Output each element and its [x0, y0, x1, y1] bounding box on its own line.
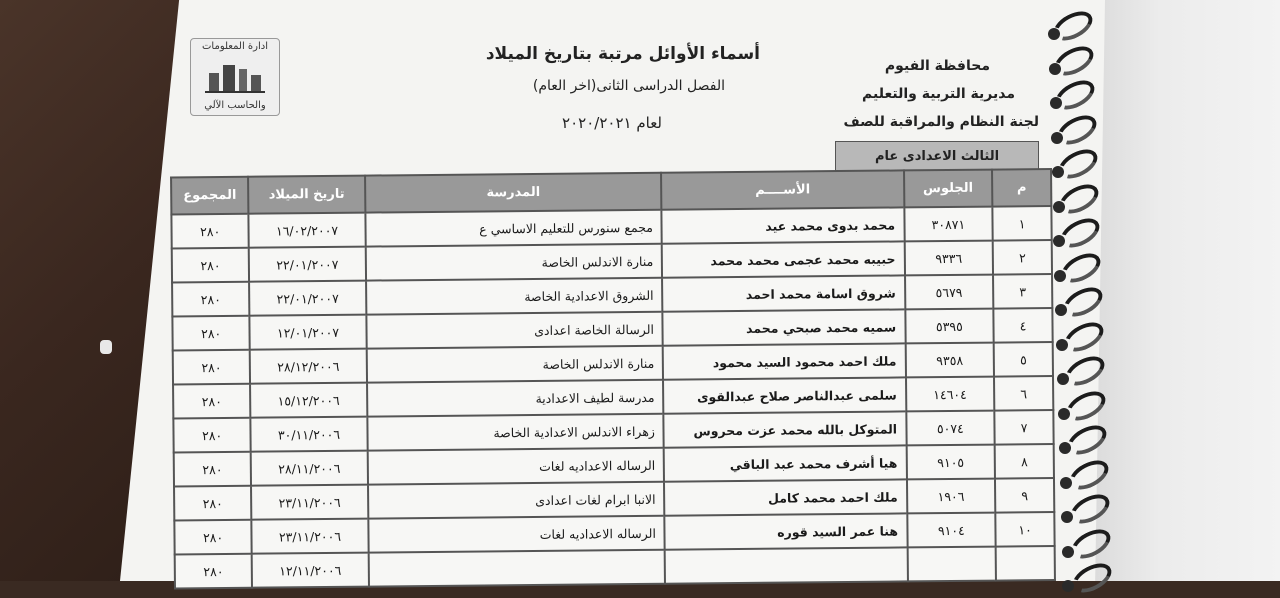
row-school: مدرسة لطيف الاعدادية	[367, 380, 664, 417]
row-total: ٢٨٠	[172, 316, 250, 351]
row-name: محمد بدوى محمد عيد	[662, 207, 904, 243]
row-dob: ١٢/١١/٢٠٠٦	[252, 553, 369, 588]
row-school: الشروق الاعدادية الخاصة	[366, 278, 663, 315]
term-label: الفصل الدراسى الثانى(اخر العام)	[532, 78, 725, 94]
row-seat: ٣٠٨٧١	[904, 207, 993, 242]
row-school: الرسالة الخاصة اعدادى	[366, 312, 663, 349]
row-seat: ٥٠٧٤	[906, 411, 995, 446]
row-name: شروق اسامة محمد احمد	[662, 275, 904, 311]
row-dob: ٢٨/١١/٢٠٠٦	[251, 451, 368, 486]
row-num: ٢	[993, 240, 1052, 275]
row-num: ١٠	[995, 512, 1054, 547]
row-total: ٢٨٠	[173, 418, 251, 453]
row-name	[665, 547, 907, 583]
row-seat: ١٩٠٦	[907, 479, 996, 514]
row-school: الرساله الاعداديه لغات	[367, 448, 664, 485]
row-num: ٨	[995, 444, 1054, 479]
row-school: الانبا ابرام لغات اعدادى	[368, 482, 665, 519]
grade-badge: الثالث الاعدادى عام	[835, 141, 1039, 171]
header-dob: تاريخ الميلاد	[248, 176, 365, 214]
row-seat: ٩١٠٤	[907, 513, 996, 548]
row-num: ٤	[993, 308, 1052, 343]
document-title: أسماء الأوائل مرتبة بتاريخ الميلاد	[485, 44, 760, 64]
row-name: حبيبه محمد عجمى محمد محمد	[662, 241, 904, 277]
logo-icon	[205, 55, 265, 95]
row-dob: ٢٣/١١/٢٠٠٦	[252, 519, 369, 554]
row-school: زهراء الاندلس الاعدادية الخاصة	[367, 414, 664, 451]
row-total: ٢٨٠	[172, 282, 250, 317]
row-dob: ٢٣/١١/٢٠٠٦	[251, 485, 368, 520]
row-school: مجمع سنورس للتعليم الاساسي ع	[365, 210, 662, 247]
row-school: منارة الاندلس الخاصة	[365, 244, 662, 281]
row-total: ٢٨٠	[173, 350, 251, 385]
year-label: لعام ٢٠٢٠/٢٠٢١	[562, 114, 662, 132]
row-name: ملك احمد محمد كامل	[664, 479, 906, 515]
row-total: ٢٨٠	[171, 214, 249, 249]
header-seat: الجلوس	[904, 170, 993, 208]
row-seat: ١٤٦٠٤	[906, 377, 995, 412]
row-total: ٢٨٠	[174, 486, 252, 521]
row-num: ٧	[994, 410, 1053, 445]
row-seat: ٥٣٩٥	[905, 309, 994, 344]
row-name: هيا أشرف محمد عبد الباقي	[664, 445, 906, 481]
top-students-table	[170, 168, 1056, 589]
row-name: ملك احمد محمود السيد محمود	[663, 343, 905, 379]
row-num: ٣	[993, 274, 1052, 309]
row-name: المتوكل بالله محمد عزت محروس	[664, 411, 906, 447]
logo-stamp	[190, 38, 280, 116]
row-dob: ٣٠/١١/٢٠٠٦	[251, 417, 368, 452]
governorate-label: محافظة الفيوم	[884, 58, 990, 74]
table-row	[175, 546, 1055, 588]
header-name: الأســــم	[661, 170, 904, 209]
directorate-label: مديرية التربية والتعليم	[862, 86, 1015, 102]
row-dob: ٢٨/١٢/٢٠٠٦	[250, 349, 367, 384]
row-total: ٢٨٠	[174, 520, 252, 555]
row-school: منارة الاندلس الخاصة	[366, 346, 663, 383]
logo-bottom-text: والحاسب الآلي	[204, 100, 266, 111]
notebook-page-background	[1080, 0, 1280, 581]
row-seat: ٩١٠٥	[906, 445, 995, 480]
row-total: ٢٨٠	[172, 248, 250, 283]
row-num: ٥	[994, 342, 1053, 377]
row-total: ٢٨٠	[175, 554, 253, 589]
row-dob: ٢٢/٠١/٢٠٠٧	[249, 281, 366, 316]
row-school	[368, 550, 665, 587]
row-seat: ٥٦٧٩	[905, 275, 994, 310]
row-num	[996, 546, 1055, 581]
row-num: ١	[993, 206, 1052, 241]
committee-label: لجنة النظام والمراقبة للصف	[843, 114, 1039, 130]
header-school: المدرسة	[365, 173, 662, 213]
logo-top-text: ادارة المعلومات	[202, 41, 268, 52]
row-dob: ١٦/٠٢/٢٠٠٧	[249, 213, 366, 248]
row-num: ٩	[995, 478, 1054, 513]
desk-speck	[100, 340, 112, 354]
header-total: المجموع	[171, 177, 249, 215]
row-school: الرساله الاعداديه لغات	[368, 516, 665, 553]
row-dob: ١٥/١٢/٢٠٠٦	[250, 383, 367, 418]
row-name: سميه محمد صبحي محمد	[663, 309, 905, 345]
row-dob: ١٢/٠١/٢٠٠٧	[250, 315, 367, 350]
header-num: م	[992, 169, 1051, 207]
row-total: ٢٨٠	[174, 452, 252, 487]
row-seat: ٩٣٣٦	[904, 241, 993, 276]
row-seat: ٩٣٥٨	[905, 343, 994, 378]
row-name: هنا عمر السيد قوره	[665, 513, 907, 549]
row-dob: ٢٢/٠١/٢٠٠٧	[249, 247, 366, 282]
row-num: ٦	[994, 376, 1053, 411]
row-seat	[907, 547, 996, 582]
row-name: سلمى عبدالناصر صلاح عبدالقوى	[663, 377, 905, 413]
row-total: ٢٨٠	[173, 384, 251, 419]
